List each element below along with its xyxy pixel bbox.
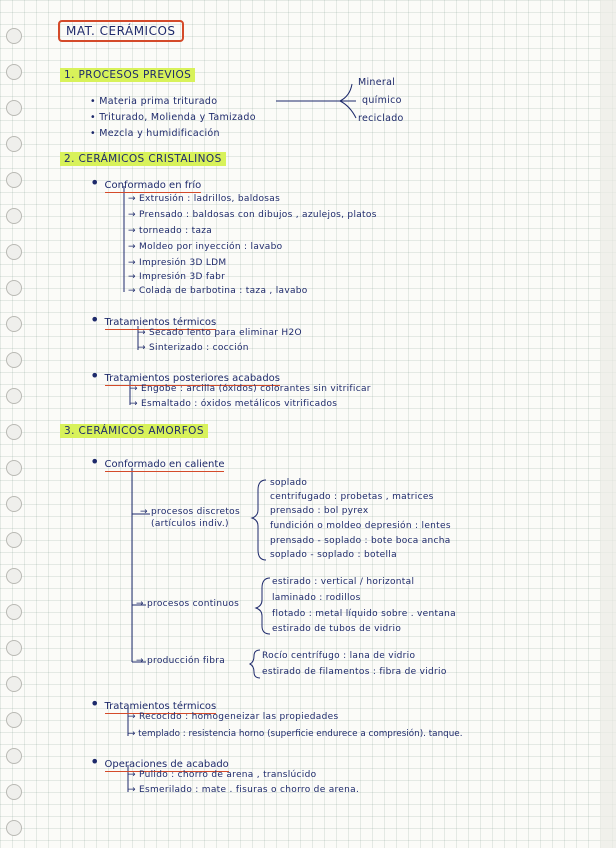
section-1-item-text: Triturado, Molienda y Tamizado [99, 112, 256, 123]
list-item-text: Impresión 3D LDM [139, 258, 227, 268]
section-2-sub-3-label: Tratamientos posteriores acabados [104, 373, 280, 384]
list-item: → Impresión 3D LDM [128, 258, 227, 268]
list-item-text: Esmerilado : mate . fisuras o chorro de arena. [139, 785, 360, 795]
list-item-text: torneado : taza [139, 226, 213, 236]
list-item: → Pulido : chorro de arena , translúcido [128, 770, 317, 780]
section-1-branch: químico [362, 95, 402, 106]
list-item: → templado : resistencia horno (superficie endurece a compresión). tanque. [128, 729, 463, 739]
section-3-sub-3-label: Operaciones de acabado [104, 759, 229, 770]
list-item-text: Esmaltado : óxidos metálicos vitrificados [141, 399, 338, 409]
list-item: prensado - soplado : bote boca ancha [270, 536, 451, 546]
list-item-text: Engobe : arcilla (óxidos) colorantes sin vitrificar [141, 384, 371, 394]
section-3-sub-3: • Operaciones de acabado [90, 752, 229, 771]
section-2-sub-3: • Tratamientos posteriores acabados [90, 366, 280, 385]
group-label-text: procesos continuos [147, 599, 240, 609]
list-item: laminado : rodillos [272, 593, 361, 603]
list-item: Rocío centrífugo : lana de vidrio [262, 651, 416, 661]
list-item: → Prensado : baldosas con dibujos , azulejos, platos [128, 210, 377, 220]
section-1-item: • Materia prima triturado [90, 96, 218, 107]
list-item-text: Colada de barbotina : taza , lavabo [139, 286, 308, 296]
group-label-text: producción fibra [147, 656, 226, 666]
page-title: MAT. CERÁMICOS [58, 20, 184, 42]
section-3-sub-1-label: Conformado en caliente [104, 459, 225, 470]
section-2-sub-2: • Tratamientos térmicos [90, 310, 217, 329]
section-2-sub-1-label: Conformado en frío [104, 180, 202, 191]
list-item: → Extrusión : ladrillos, baldosas [128, 194, 281, 204]
section-2-heading: 2. CERÁMICOS CRISTALINOS [60, 152, 226, 166]
list-item-text: Recocido : homogeneizar las propiedades [139, 712, 339, 722]
list-item: soplado - soplado : botella [270, 550, 397, 560]
section-1-item-text: Materia prima triturado [99, 96, 218, 107]
section-3-heading: 3. CERÁMICOS AMORFOS [60, 424, 208, 438]
list-item: → Engobe : arcilla (óxidos) colorantes sin vitrificar [130, 384, 371, 394]
list-item: → torneado : taza [128, 226, 213, 236]
section-1-branch: reciclado [358, 113, 404, 124]
list-item-text: Secado lento para eliminar H2O [149, 328, 302, 338]
list-item: prensado : bol pyrex [270, 506, 369, 516]
group-label-text: procesos discretos (artículos indiv.) [151, 507, 240, 529]
list-item: estirado de filamentos : fibra de vidrio [262, 667, 447, 677]
section-1-item-text: Mezcla y humidificación [99, 128, 220, 139]
list-item: centrifugado : probetas , matrices [270, 492, 434, 502]
list-item: → Sinterizado : cocción [138, 343, 249, 353]
list-item: → Colada de barbotina : taza , lavabo [128, 286, 308, 296]
list-item-text: Extrusión : ladrillos, baldosas [139, 194, 281, 204]
list-item-text: Prensado : baldosas con dibujos , azulejos, platos [139, 210, 377, 220]
section-2-sub-2-label: Tratamientos térmicos [104, 317, 217, 328]
list-item: → Moldeo por inyección : lavabo [128, 242, 283, 252]
section-3-sub-2-label: Tratamientos térmicos [104, 701, 217, 712]
group-label: → procesos discretos (artículos indiv.) [140, 506, 259, 530]
list-item-text: templado : resistencia horno (superficie endurece a compresión). tanque. [138, 729, 463, 739]
list-item: → Esmerilado : mate . fisuras o chorro de arena. [128, 785, 360, 795]
list-item: → Secado lento para eliminar H2O [138, 328, 302, 338]
list-item-text: Pulido : chorro de arena , translúcido [139, 770, 317, 780]
section-1-branch: Mineral [358, 77, 396, 88]
group-label: → producción fibra [136, 656, 226, 666]
section-1-item: • Mezcla y humidificación [90, 128, 220, 139]
list-item: estirado : vertical / horizontal [272, 577, 415, 587]
list-item: estirado de tubos de vidrio [272, 624, 402, 634]
list-item: → Impresión 3D fabr [128, 272, 226, 282]
section-2-sub-1: • Conformado en frío [90, 173, 202, 192]
list-item-text: Impresión 3D fabr [139, 272, 226, 282]
list-item-text: Sinterizado : cocción [149, 343, 249, 353]
section-3-sub-2: • Tratamientos térmicos [90, 694, 217, 713]
list-item: → Esmaltado : óxidos metálicos vitrificados [130, 399, 338, 409]
list-item-text: Moldeo por inyección : lavabo [139, 242, 283, 252]
list-item: → Recocido : homogeneizar las propiedades [128, 712, 339, 722]
section-1-heading: 1. PROCESOS PREVIOS [60, 68, 195, 82]
list-item: soplado [270, 478, 308, 488]
list-item: flotado : metal líquido sobre . ventana [272, 609, 456, 619]
section-3-sub-1: • Conformado en caliente [90, 452, 225, 471]
section-1-item: • Triturado, Molienda y Tamizado [90, 112, 256, 123]
list-item: fundición o moldeo depresión : lentes [270, 521, 451, 531]
group-label: → procesos continuos [136, 599, 240, 609]
